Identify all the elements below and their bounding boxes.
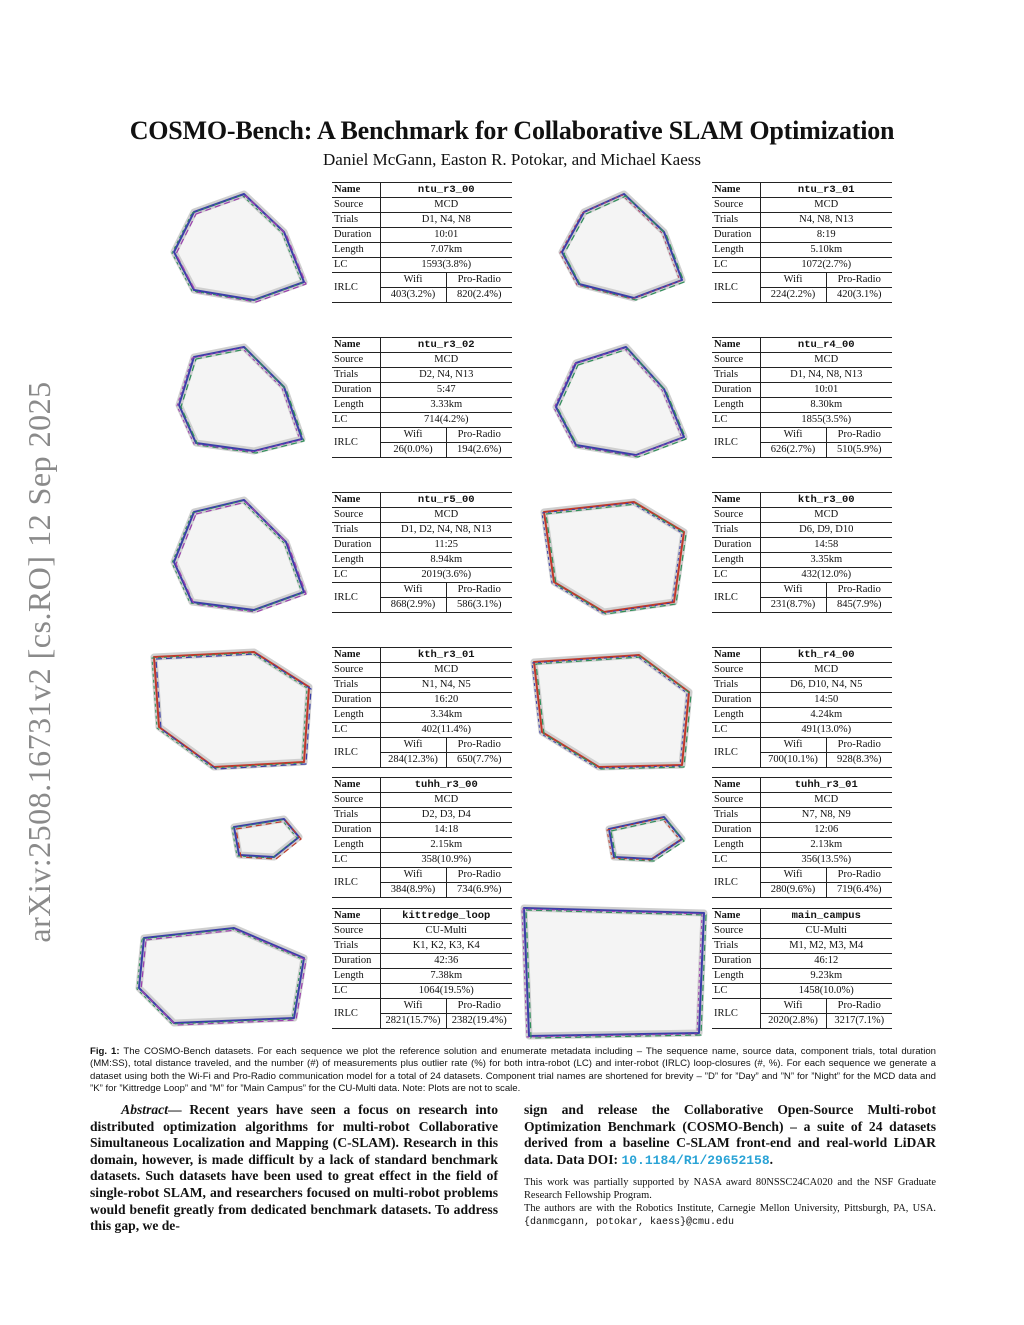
dataset-metadata-table [332, 492, 512, 613]
value-wifi: 284(12.3%) [380, 753, 446, 768]
header-proradio: Pro-Radio [446, 999, 512, 1014]
label-name: Name [712, 493, 760, 508]
value-wifi: 26(0.0%) [380, 443, 446, 458]
header-proradio: Pro-Radio [446, 428, 512, 443]
label-trials: Trials [712, 368, 760, 383]
label-name: Name [712, 909, 760, 924]
value-lc: 714(4.2%) [380, 413, 512, 428]
trajectory-plot [134, 327, 334, 473]
label-duration: Duration [712, 693, 760, 708]
label-duration: Duration [332, 954, 380, 969]
value-source: MCD [380, 353, 512, 368]
label-irlc: IRLC [332, 868, 380, 898]
value-length: 2.15km [380, 838, 512, 853]
label-irlc: IRLC [712, 583, 760, 613]
label-lc: LC [712, 568, 760, 583]
value-trials: D6, D10, N4, N5 [760, 678, 892, 693]
value-source: MCD [380, 198, 512, 213]
label-lc: LC [712, 413, 760, 428]
abstract-right-column [524, 1102, 936, 1169]
value-name: kth_r3_00 [760, 493, 892, 508]
value-lc: 1072(2.7%) [760, 258, 892, 273]
label-duration: Duration [712, 823, 760, 838]
value-source: MCD [380, 663, 512, 678]
value-name: kittredge_loop [380, 909, 512, 924]
label-irlc: IRLC [332, 273, 380, 303]
value-trials: D2, N4, N13 [380, 368, 512, 383]
label-source: Source [332, 663, 380, 678]
value-proradio: 510(5.9%) [826, 443, 892, 458]
value-length: 5.10km [760, 243, 892, 258]
value-wifi: 231(8.7%) [760, 598, 826, 613]
value-length: 3.34km [380, 708, 512, 723]
value-source: MCD [760, 508, 892, 523]
header-proradio: Pro-Radio [446, 868, 512, 883]
value-duration: 5:47 [380, 383, 512, 398]
funding-note: This work was partially supported by NASA award 80NSSC24CA020 and the NSF Graduate Research Fellowship Program. [524, 1177, 936, 1201]
dataset-metadata-table [712, 777, 892, 898]
label-irlc: IRLC [712, 868, 760, 898]
label-irlc: IRLC [712, 273, 760, 303]
trajectory-plot [134, 172, 334, 318]
value-lc: 491(13.0%) [760, 723, 892, 738]
value-lc: 402(11.4%) [380, 723, 512, 738]
label-trials: Trials [332, 678, 380, 693]
dataset-panel [514, 172, 894, 320]
caption-label: Fig. 1: [90, 1046, 120, 1057]
value-source: MCD [760, 793, 892, 808]
label-duration: Duration [712, 954, 760, 969]
trajectory-plot [134, 898, 334, 1044]
label-source: Source [332, 198, 380, 213]
value-name: ntu_r4_00 [760, 338, 892, 353]
label-source: Source [712, 198, 760, 213]
label-name: Name [332, 493, 380, 508]
header-proradio: Pro-Radio [826, 738, 892, 753]
value-proradio: 928(8.3%) [826, 753, 892, 768]
label-source: Source [332, 924, 380, 939]
label-source: Source [712, 793, 760, 808]
value-source: MCD [760, 198, 892, 213]
label-source: Source [332, 353, 380, 368]
value-wifi: 2020(2.8%) [760, 1014, 826, 1029]
trajectory-plot [514, 637, 714, 783]
value-proradio: 845(7.9%) [826, 598, 892, 613]
value-proradio: 2382(19.4%) [446, 1014, 512, 1029]
value-name: ntu_r3_02 [380, 338, 512, 353]
label-irlc: IRLC [712, 428, 760, 458]
label-irlc: IRLC [332, 428, 380, 458]
label-name: Name [712, 648, 760, 663]
header-wifi: Wifi [760, 738, 826, 753]
dataset-panel [134, 767, 514, 915]
header-wifi: Wifi [760, 428, 826, 443]
value-length: 7.07km [380, 243, 512, 258]
header-proradio: Pro-Radio [446, 583, 512, 598]
dataset-panel [514, 327, 894, 475]
value-proradio: 650(7.7%) [446, 753, 512, 768]
dataset-panel [134, 482, 514, 630]
header-wifi: Wifi [760, 583, 826, 598]
label-source: Source [712, 353, 760, 368]
value-trials: K1, K2, K3, K4 [380, 939, 512, 954]
value-duration: 14:50 [760, 693, 892, 708]
value-lc: 1593(3.8%) [380, 258, 512, 273]
label-irlc: IRLC [712, 738, 760, 768]
value-duration: 10:01 [380, 228, 512, 243]
value-duration: 16:20 [380, 693, 512, 708]
label-name: Name [332, 778, 380, 793]
value-trials: N4, N8, N13 [760, 213, 892, 228]
label-source: Source [712, 663, 760, 678]
label-length: Length [332, 398, 380, 413]
value-source: CU-Multi [380, 924, 512, 939]
caption-text: The COSMO-Bench datasets. For each sequence we plot the reference solution and enumerate metadata including – The sequence name, source data, component trials, total duration (MM:SS), total distance traveled, and the number (#) of measurements plus outlier rate (%) for both intra-robot (LC) and inter-robot (IRLC) loop-closures (#, %). For each sequence we generate a dataset using both the Wi-Fi and Pro-Radio communication model for a total of 24 datasets. Component trial names are shortened for brevity – ”D” for ”Day” and ”N” for ”Night” for the MCD data and ”K” for ”Kittredge Loop” and ”M” for ”Main Campus” for the CU-Multi data. Note: Plots are not to scale. [90, 1046, 937, 1094]
header-proradio: Pro-Radio [826, 999, 892, 1014]
label-trials: Trials [712, 523, 760, 538]
value-source: MCD [380, 793, 512, 808]
dataset-metadata-table [332, 647, 512, 768]
dataset-panel [134, 172, 514, 320]
value-trials: D1, N4, N8 [380, 213, 512, 228]
value-trials: D2, D3, D4 [380, 808, 512, 823]
label-duration: Duration [332, 693, 380, 708]
value-trials: D1, D2, N4, N8, N13 [380, 523, 512, 538]
label-length: Length [332, 708, 380, 723]
value-proradio: 586(3.1%) [446, 598, 512, 613]
dataset-metadata-table [712, 492, 892, 613]
header-proradio: Pro-Radio [826, 868, 892, 883]
label-duration: Duration [712, 538, 760, 553]
value-lc: 356(13.5%) [760, 853, 892, 868]
trajectory-plot [134, 637, 334, 783]
arxiv-stamp: arXiv:2508.16731v2 [cs.RO] 12 Sep 2025 [21, 381, 57, 943]
value-wifi: 280(9.6%) [760, 883, 826, 898]
header-wifi: Wifi [760, 273, 826, 288]
label-duration: Duration [712, 383, 760, 398]
value-name: tuhh_r3_00 [380, 778, 512, 793]
abstract-text-right: sign and release the Collaborative Open-Source Multi-robot Optimization Benchmark (COSMO-Bench) – a suite of 24 datasets derived from a baseline C-SLAM front-end and real-world LiDAR data. Data DOI: [524, 1102, 936, 1167]
value-length: 7.38km [380, 969, 512, 984]
value-lc: 1855(3.5%) [760, 413, 892, 428]
value-duration: 11:25 [380, 538, 512, 553]
value-source: MCD [760, 663, 892, 678]
dataset-metadata-table [712, 337, 892, 458]
value-lc: 1458(10.0%) [760, 984, 892, 999]
label-lc: LC [712, 258, 760, 273]
label-duration: Duration [332, 823, 380, 838]
label-length: Length [332, 243, 380, 258]
value-duration: 46:12 [760, 954, 892, 969]
paper-authors: Daniel McGann, Easton R. Potokar, and Michael Kaess [323, 150, 701, 169]
label-trials: Trials [712, 678, 760, 693]
trajectory-plot [514, 327, 714, 473]
trajectory-plot [514, 767, 714, 913]
label-trials: Trials [332, 368, 380, 383]
value-duration: 42:36 [380, 954, 512, 969]
value-name: main_campus [760, 909, 892, 924]
value-duration: 10:01 [760, 383, 892, 398]
value-proradio: 3217(7.1%) [826, 1014, 892, 1029]
affiliation-text: The authors are with the Robotics Institute, Carnegie Mellon University, Pittsburgh, PA, USA. [524, 1203, 936, 1215]
label-lc: LC [332, 568, 380, 583]
header-proradio: Pro-Radio [826, 583, 892, 598]
header-wifi: Wifi [380, 273, 446, 288]
label-trials: Trials [712, 213, 760, 228]
label-lc: LC [332, 413, 380, 428]
value-name: ntu_r5_00 [380, 493, 512, 508]
dataset-metadata-table [712, 908, 892, 1029]
label-length: Length [712, 553, 760, 568]
label-source: Source [332, 508, 380, 523]
value-length: 3.33km [380, 398, 512, 413]
label-name: Name [332, 648, 380, 663]
dataset-metadata-table [332, 337, 512, 458]
value-wifi: 224(2.2%) [760, 288, 826, 303]
label-name: Name [332, 183, 380, 198]
label-irlc: IRLC [332, 738, 380, 768]
value-length: 4.24km [760, 708, 892, 723]
dataset-panel [134, 637, 514, 785]
abstract-text-left: — Recent years have seen a focus on research into distributed optimization algorithms for multi-robot Collaborative Simultaneous Localization and Mapping (C-SLAM). Research in this domain, however, is made difficult by a lack of standard benchmark datasets. Such datasets have been used to great effect in the field of single-robot SLAM, and researchers focused on multi-robot problems would benefit greatly from dedicated benchmark datasets. To address this gap, we de- [90, 1102, 499, 1234]
dataset-metadata-table [712, 182, 892, 303]
footnotes [524, 1177, 936, 1230]
label-length: Length [712, 243, 760, 258]
dataset-metadata-table [332, 908, 512, 1029]
value-proradio: 820(2.4%) [446, 288, 512, 303]
abstract-left-column [90, 1102, 498, 1235]
label-source: Source [712, 924, 760, 939]
value-duration: 14:58 [760, 538, 892, 553]
doi-link[interactable]: 10.1184/R1/29652158 [621, 1152, 770, 1168]
label-lc: LC [712, 853, 760, 868]
label-length: Length [332, 838, 380, 853]
value-wifi: 626(2.7%) [760, 443, 826, 458]
label-trials: Trials [712, 808, 760, 823]
label-lc: LC [712, 723, 760, 738]
label-trials: Trials [332, 213, 380, 228]
value-lc: 432(12.0%) [760, 568, 892, 583]
label-length: Length [712, 398, 760, 413]
label-lc: LC [712, 984, 760, 999]
value-trials: M1, M2, M3, M4 [760, 939, 892, 954]
header-proradio: Pro-Radio [446, 273, 512, 288]
value-trials: N7, N8, N9 [760, 808, 892, 823]
value-wifi: 384(8.9%) [380, 883, 446, 898]
label-length: Length [712, 969, 760, 984]
value-name: kth_r4_00 [760, 648, 892, 663]
value-wifi: 403(3.2%) [380, 288, 446, 303]
dataset-metadata-table [712, 647, 892, 768]
header-wifi: Wifi [760, 999, 826, 1014]
label-name: Name [712, 338, 760, 353]
header-proradio: Pro-Radio [446, 738, 512, 753]
value-wifi: 868(2.9%) [380, 598, 446, 613]
figure-caption [90, 1046, 936, 1095]
label-trials: Trials [332, 808, 380, 823]
dataset-panel [514, 898, 894, 1046]
label-duration: Duration [332, 228, 380, 243]
header-wifi: Wifi [380, 868, 446, 883]
value-duration: 14:18 [380, 823, 512, 838]
label-name: Name [712, 778, 760, 793]
dataset-panel [134, 898, 514, 1046]
label-source: Source [332, 793, 380, 808]
label-source: Source [712, 508, 760, 523]
value-source: MCD [380, 508, 512, 523]
value-source: CU-Multi [760, 924, 892, 939]
value-name: ntu_r3_00 [380, 183, 512, 198]
value-lc: 2019(3.6%) [380, 568, 512, 583]
label-name: Name [712, 183, 760, 198]
value-wifi: 700(10.1%) [760, 753, 826, 768]
dataset-metadata-table [332, 182, 512, 303]
label-trials: Trials [332, 939, 380, 954]
label-duration: Duration [332, 383, 380, 398]
label-irlc: IRLC [332, 999, 380, 1029]
doi-end: . [769, 1151, 774, 1167]
dataset-panel [514, 482, 894, 630]
affiliation-note [524, 1203, 936, 1229]
label-lc: LC [332, 723, 380, 738]
value-proradio: 734(6.9%) [446, 883, 512, 898]
value-name: ntu_r3_01 [760, 183, 892, 198]
value-lc: 358(10.9%) [380, 853, 512, 868]
label-irlc: IRLC [332, 583, 380, 613]
label-length: Length [332, 553, 380, 568]
value-duration: 12:06 [760, 823, 892, 838]
value-proradio: 719(6.4%) [826, 883, 892, 898]
trajectory-plot [514, 482, 714, 628]
value-name: tuhh_r3_01 [760, 778, 892, 793]
trajectory-plot [134, 767, 334, 913]
label-name: Name [332, 909, 380, 924]
label-trials: Trials [712, 939, 760, 954]
trajectory-plot [134, 482, 334, 628]
label-lc: LC [332, 853, 380, 868]
dataset-panel [514, 767, 894, 915]
header-proradio: Pro-Radio [826, 428, 892, 443]
value-length: 8.94km [380, 553, 512, 568]
value-duration: 8:19 [760, 228, 892, 243]
label-length: Length [712, 708, 760, 723]
label-trials: Trials [332, 523, 380, 538]
label-lc: LC [332, 258, 380, 273]
dataset-panel [134, 327, 514, 475]
paper-title: COSMO-Bench: A Benchmark for Collaborative SLAM Optimization [129, 116, 895, 145]
label-duration: Duration [712, 228, 760, 243]
value-lc: 1064(19.5%) [380, 984, 512, 999]
header-proradio: Pro-Radio [826, 273, 892, 288]
abstract-label: Abstract [121, 1102, 168, 1117]
header-wifi: Wifi [380, 999, 446, 1014]
header-wifi: Wifi [380, 738, 446, 753]
value-length: 3.35km [760, 553, 892, 568]
value-wifi: 2821(15.7%) [380, 1014, 446, 1029]
label-lc: LC [332, 984, 380, 999]
value-name: kth_r3_01 [380, 648, 512, 663]
dataset-metadata-table [332, 777, 512, 898]
value-source: MCD [760, 353, 892, 368]
value-trials: D6, D9, D10 [760, 523, 892, 538]
header-wifi: Wifi [380, 428, 446, 443]
label-irlc: IRLC [712, 999, 760, 1029]
label-name: Name [332, 338, 380, 353]
value-trials: D1, N4, N8, N13 [760, 368, 892, 383]
label-length: Length [332, 969, 380, 984]
dataset-panel [514, 637, 894, 785]
trajectory-plot [514, 898, 714, 1044]
value-trials: N1, N4, N5 [380, 678, 512, 693]
author-emails: {danmcgann, potokar, kaess}@cmu.edu [524, 1216, 735, 1228]
label-duration: Duration [332, 538, 380, 553]
value-length: 2.13km [760, 838, 892, 853]
value-proradio: 194(2.6%) [446, 443, 512, 458]
label-length: Length [712, 838, 760, 853]
trajectory-plot [514, 172, 714, 318]
value-length: 9.23km [760, 969, 892, 984]
header-wifi: Wifi [760, 868, 826, 883]
header-wifi: Wifi [380, 583, 446, 598]
value-length: 8.30km [760, 398, 892, 413]
value-proradio: 420(3.1%) [826, 288, 892, 303]
